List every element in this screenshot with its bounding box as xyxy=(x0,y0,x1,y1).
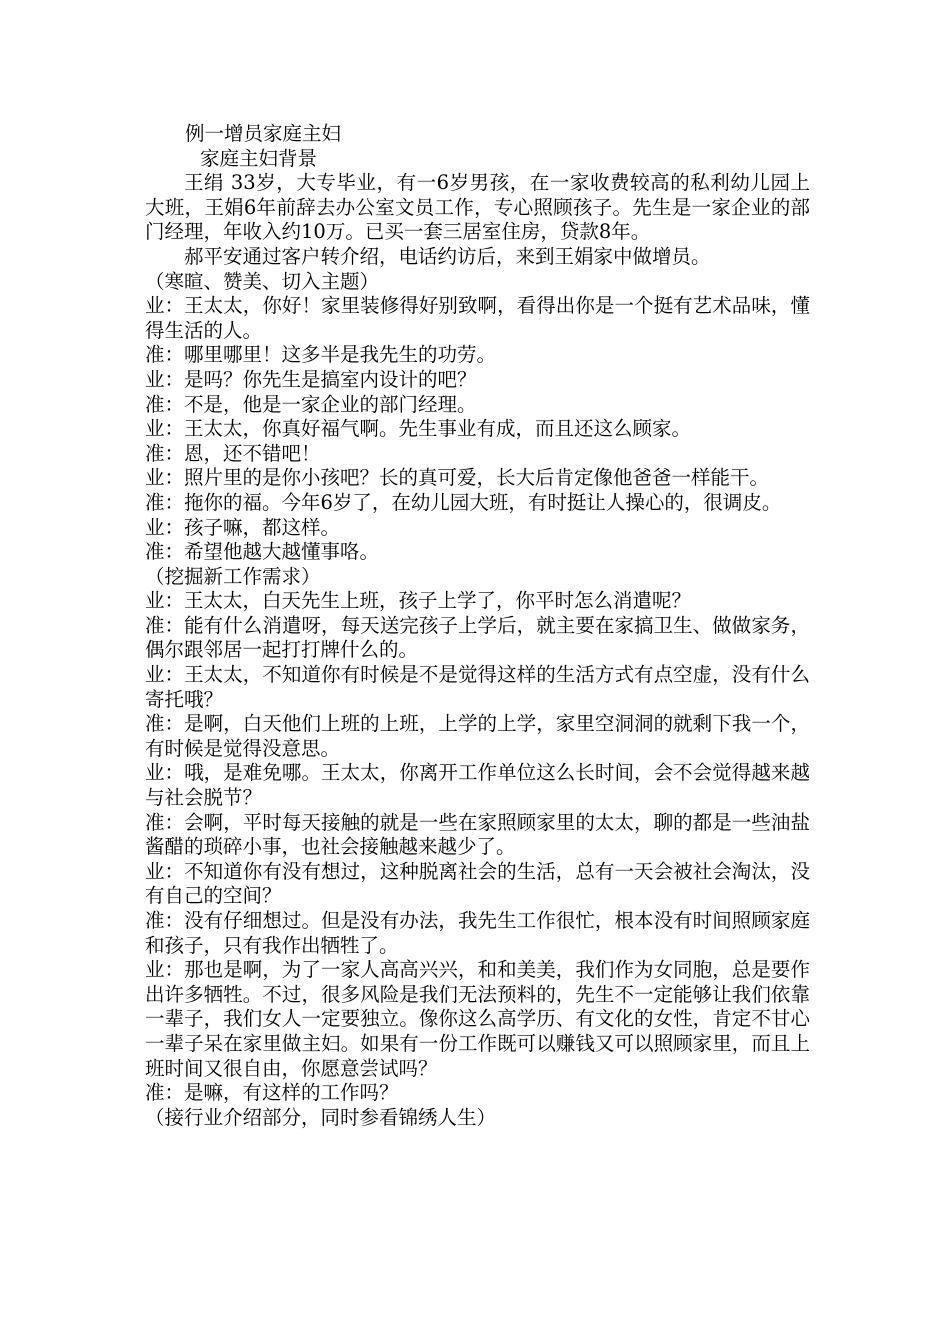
dialogue-line: 业：王太太，你好！家里装修得好别致啊，看得出你是一个挺有艺术品味，懂得生活的人。 xyxy=(145,294,810,342)
dialogue-line: 准：希望他越大越懂事咯。 xyxy=(145,540,380,564)
dialogue-line: 准：恩，还不错吧！ xyxy=(145,441,321,465)
section-note-greeting: （寒暄、赞美、切入主题） xyxy=(145,269,380,293)
section-note-next: （接行业介绍部分，同时参看锦绣人生） xyxy=(145,1105,497,1129)
dialogue-line: 准：能有什么消遣呀，每天送完孩子上学后，就主要在家搞卫生、做做家务，偶尔跟邻居一起打打牌什么的。 xyxy=(145,613,810,662)
dialogue-line: 准：没有仔细想过。但是没有办法，我先生工作很忙，根本没有时间照顾家庭和孩子，只有我作出牺牲了。 xyxy=(145,909,810,957)
dialogue-line: 业：王太太，你真好福气啊。先生事业有成，而且还这么顾家。 xyxy=(145,417,692,441)
dialogue-line: 业：王太太，白天先生上班，孩子上学了，你平时怎么消遣呢？ xyxy=(145,589,692,613)
dialogue-line: 业：是吗？你先生是搞室内设计的吧？ xyxy=(145,367,477,391)
dialogue-line: 准：会啊，平时每天接触的就是一些在家照顾家里的太太，聊的都是一些油盐酱醋的琐碎小事，也社会接触越来越少了。 xyxy=(145,810,810,859)
dialogue-line: 准：拖你的福。今年6岁了，在幼儿园大班，有时挺让人操心的，很调皮。 xyxy=(145,490,782,514)
dialogue-line: 业：孩子嘛，都这样。 xyxy=(145,515,341,539)
dialogue-line: 准：是啊，白天他们上班的上班，上学的上学，家里空洞洞的就剩下我一个，有时候是觉得没意思。 xyxy=(145,712,810,760)
dialogue-line: 准：不是，他是一家企业的部门经理。 xyxy=(145,392,477,416)
dialogue-line: 业：哦，是难免哪。王太太，你离开工作单位这么长时间，会不会觉得越来越与社会脱节？ xyxy=(145,761,810,810)
document-title: 例一增员家庭主妇 xyxy=(185,122,342,145)
dialogue-line: 业：照片里的是你小孩吧？长的真可爱，长大后肯定像他爸爸一样能干。 xyxy=(145,466,770,490)
document-page xyxy=(145,122,810,1130)
background-heading: 家庭主妇背景 xyxy=(200,146,318,170)
dialogue-line: 准：是嘛，有这样的工作吗？ xyxy=(145,1081,399,1105)
intro-paragraph: 郝平安通过客户转介绍，电话约访后，来到王娟家中做增员。 xyxy=(184,244,711,268)
dialogue-line: 业：那也是啊，为了一家人高高兴兴，和和美美，我们作为女同胞，总是要作出许多牺牲。不过，很多风险是我们无法预料的，先生不一定能够让我们依靠一辈子，我们女人一定要独立。像你这么高学历、有文化的女性，肯定不甘心一辈子呆在家里做主妇。如果有一份工作既可以赚钱又可以照顾家里，而且上班时间又很自由，你愿意尝试吗？ xyxy=(145,958,810,1080)
dialogue-line: 业：王太太，不知道你有时候是不是觉得这样的生活方式有点空虚，没有什么寄托哦？ xyxy=(145,663,810,711)
dialogue-line: 准：哪里哪里！这多半是我先生的功劳。 xyxy=(145,343,497,367)
background-paragraph: 王绢 33岁，大专毕业，有一6岁男孩，在一家收费较高的私利幼儿园上大班，王娟6年前辞去办公室文员工作，专心照顾孩子。先生是一家企业的部门经理，年收入约10万。已买一套三居室住房，贷款8年。 xyxy=(145,171,810,244)
dialogue-line: 业：不知道你有没有想过，这种脱离社会的生活，总有一天会被社会淘汰，没有自己的空间？ xyxy=(145,859,810,908)
section-note-needs: （挖掘新工作需求） xyxy=(145,564,321,588)
